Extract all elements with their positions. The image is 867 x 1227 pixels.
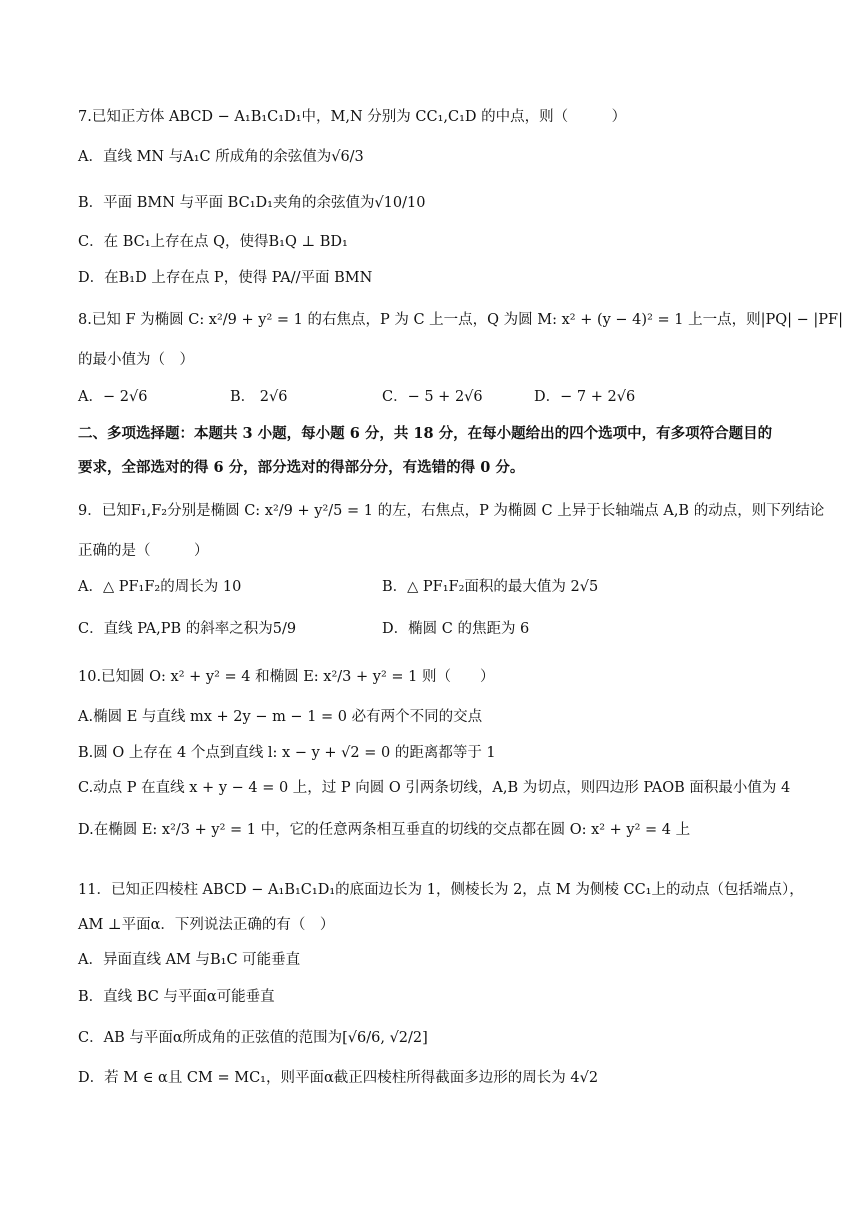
q8-stem-line1: 8.已知 F 为椭圆 C: x²/9 + y² = 1 的右焦点，P 为 C 上一点，Q 为圆 M: x² + (y − 4)² = 1 上一点，则|PQ| − |PF| (78, 312, 843, 328)
q7-option-b: B．平面 BMN 与平面 BC₁D₁夹角的余弦值为√10/10 (78, 195, 426, 211)
q11-stem-line1: 11．已知正四棱柱 ABCD − A₁B₁C₁D₁的底面边长为 1，侧棱长为 2，点 M 为侧棱 CC₁上的动点（包括端点）， (78, 882, 804, 898)
q11-option-c: C．AB 与平面α所成角的正弦值的范围为[√6/6, √2/2] (78, 1030, 428, 1046)
q9-option-c: C．直线 PA,PB 的斜率之积为5/9 (78, 621, 297, 637)
q11-option-b: B．直线 BC 与平面α可能垂直 (78, 989, 275, 1005)
q8-option-a: A．− 2√6 (78, 389, 148, 405)
q7-stem: 7.已知正方体 ABCD − A₁B₁C₁D₁中，M,N 分别为 CC₁,C₁D 的中点，则（ ） (78, 109, 627, 125)
q7-option-d: D．在B₁D 上存在点 P，使得 PA//平面 BMN (78, 270, 373, 286)
q8-option-c: C．− 5 + 2√6 (382, 389, 483, 405)
q10-option-d: D.在椭圆 E: x²/3 + y² = 1 中，它的任意两条相互垂直的切线的交点都在圆 O: x² + y² = 4 上 (78, 822, 691, 838)
q10-option-c: C.动点 P 在直线 x + y − 4 = 0 上，过 P 向圆 O 引两条切线，A,B 为切点，则四边形 PAOB 面积最小值为 4 (78, 780, 791, 796)
q9-option-a: A．△ PF₁F₂的周长为 10 (78, 579, 242, 595)
q9-stem-line1: 9．已知F₁,F₂分别是椭圆 C: x²/9 + y²/5 = 1 的左，右焦点，P 为椭圆 C 上异于长轴端点 A,B 的动点，则下列结论 (78, 503, 825, 519)
q8-stem-line2: 的最小值为（ ） (78, 352, 194, 368)
q8-option-b: B． 2√6 (230, 389, 288, 405)
q8-option-d: D．− 7 + 2√6 (534, 389, 636, 405)
q9-option-b: B．△ PF₁F₂面积的最大值为 2√5 (382, 579, 599, 595)
q7-option-a: A．直线 MN 与A₁C 所成角的余弦值为√6/3 (78, 149, 364, 165)
q7-option-c: C．在 BC₁上存在点 Q，使得B₁Q ⊥ BD₁ (78, 234, 348, 250)
q11-option-a: A．异面直线 AM 与B₁C 可能垂直 (78, 952, 301, 968)
q9-stem-line2: 正确的是（ ） (78, 543, 209, 559)
q11-option-d: D．若 M ∈ α且 CM = MC₁，则平面α截正四棱柱所得截面多边形的周长为 4√2 (78, 1070, 599, 1086)
q10-stem: 10.已知圆 O: x² + y² = 4 和椭圆 E: x²/3 + y² = 1 则（ ） (78, 669, 495, 685)
q11-stem-line2: AM ⊥平面α．下列说法正确的有（ ） (78, 917, 335, 933)
q10-option-b: B.圆 O 上存在 4 个点到直线 l: x − y + √2 = 0 的距离都等于 1 (78, 745, 496, 761)
section2-instructions: 要求，全部选对的得 6 分，部分选对的得部分分，有选错的得 0 分。 (78, 459, 525, 476)
q10-option-a: A.椭圆 E 与直线 mx + 2y − m − 1 = 0 必有两个不同的交点 (78, 709, 483, 725)
q9-option-d: D．椭圆 C 的焦距为 6 (382, 621, 530, 637)
section2-heading: 二、多项选择题：本题共 3 小题，每小题 6 分，共 18 分，在每小题给出的四个选项中，有多项符合题目的 (78, 425, 773, 442)
